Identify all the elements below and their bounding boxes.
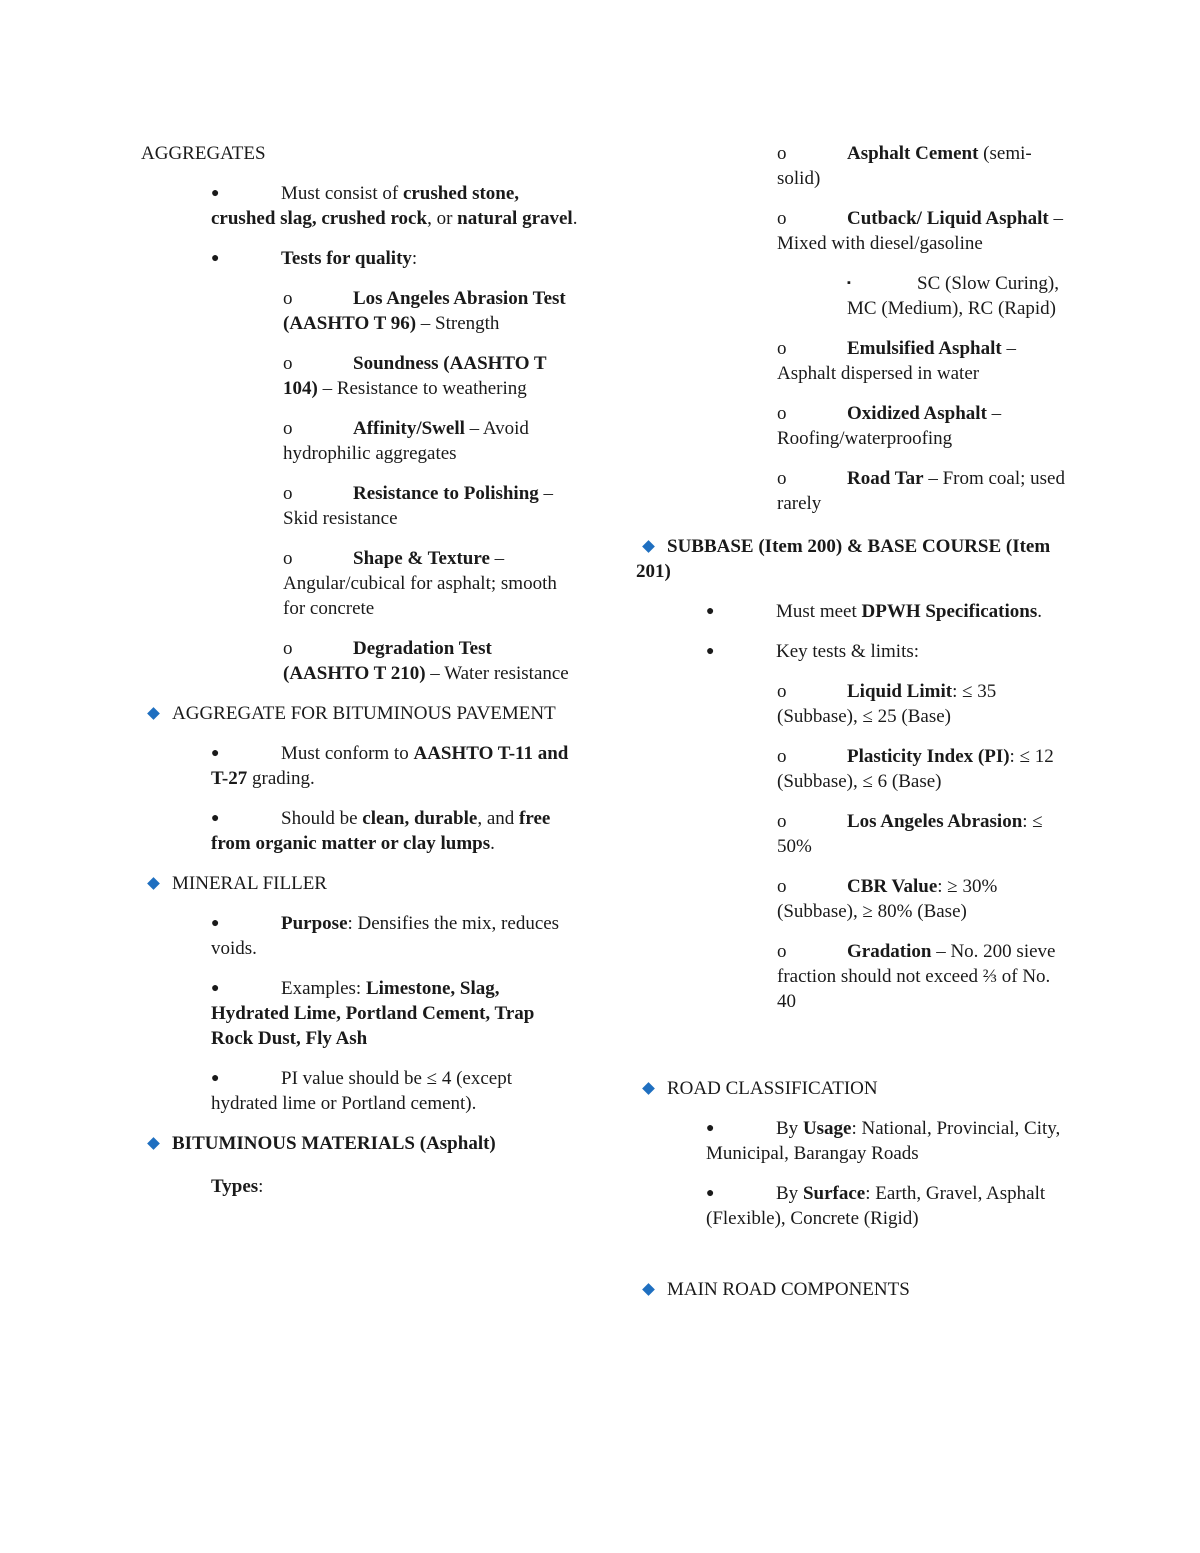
bullet-icon: ● bbox=[211, 1071, 220, 1086]
bullet-icon: ● bbox=[211, 981, 220, 996]
heading-road-classification: ROAD CLASSIFICATION bbox=[636, 1076, 1066, 1101]
list-item: ● Must consist of crushed stone, crushed slag, crushed rock, or natural gravel. bbox=[211, 183, 578, 229]
bullet-icon: ● bbox=[211, 186, 220, 201]
list-item: o Degradation Test (AASHTO T 210) – Water resistance bbox=[283, 638, 569, 684]
bullet-icon: ● bbox=[706, 604, 715, 619]
bullet-icon: ● bbox=[706, 644, 715, 659]
circle-bullet-icon: o bbox=[777, 468, 787, 489]
types-label: Types: bbox=[211, 1176, 264, 1197]
list-item: o Shape & Texture – Angular/cubical for asphalt; smooth for concrete bbox=[283, 548, 557, 619]
circle-bullet-icon: o bbox=[283, 548, 293, 569]
diamond-bullet-icon bbox=[147, 877, 160, 890]
circle-bullet-icon: o bbox=[283, 288, 293, 309]
list-item: o Los Angeles Abrasion: ≤ 50% bbox=[777, 811, 1043, 857]
list-item: ● Should be clean, durable, and free from organic matter or clay lumps. bbox=[211, 808, 551, 854]
circle-bullet-icon: o bbox=[777, 681, 787, 702]
bullet-icon: ● bbox=[211, 251, 220, 266]
heading-bituminous-materials: BITUMINOUS MATERIALS (Asphalt) bbox=[141, 1131, 581, 1156]
square-bullet-icon: ▪ bbox=[847, 277, 851, 289]
bullet-icon: ● bbox=[706, 1186, 715, 1201]
circle-bullet-icon: o bbox=[777, 746, 787, 767]
list-item: o Los Angeles Abrasion Test (AASHTO T 96) – Strength bbox=[283, 288, 566, 334]
list-item: ● PI value should be ≤ 4 (except hydrated lime or Portland cement). bbox=[211, 1068, 512, 1114]
list-item: o Plasticity Index (PI): ≤ 12 (Subbase), ≤ 6 (Base) bbox=[777, 746, 1054, 792]
bullet-icon: ● bbox=[211, 811, 220, 826]
circle-bullet-icon: o bbox=[777, 338, 787, 359]
circle-bullet-icon: o bbox=[283, 418, 293, 439]
list-item: ▪ SC (Slow Curing), MC (Medium), RC (Rapid) bbox=[847, 273, 1059, 319]
list-item: o Road Tar – From coal; used rarely bbox=[777, 468, 1065, 514]
circle-bullet-icon: o bbox=[777, 876, 787, 897]
circle-bullet-icon: o bbox=[777, 403, 787, 424]
heading-aggregates: AGGREGATES bbox=[141, 143, 266, 164]
bullet-icon: ● bbox=[706, 1121, 715, 1136]
list-item: o CBR Value: ≥ 30% (Subbase), ≥ 80% (Base) bbox=[777, 876, 998, 922]
bullet-icon: ● bbox=[211, 746, 220, 761]
diamond-bullet-icon bbox=[147, 1137, 160, 1150]
list-item: o Emulsified Asphalt – Asphalt dispersed in water bbox=[777, 338, 1016, 384]
list-item: ● Examples: Limestone, Slag, Hydrated Lime, Portland Cement, Trap Rock Dust, Fly Ash bbox=[211, 978, 535, 1049]
circle-bullet-icon: o bbox=[777, 208, 787, 229]
heading-subbase: SUBBASE (Item 200) & BASE COURSE (Item 201) bbox=[636, 536, 1051, 582]
list-item: ● Must meet DPWH Specifications. bbox=[706, 601, 1042, 622]
circle-bullet-icon: o bbox=[777, 143, 787, 164]
list-item: o Affinity/Swell – Avoid hydrophilic aggregates bbox=[283, 418, 529, 464]
list-item: o Oxidized Asphalt – Roofing/waterproofing bbox=[777, 403, 1002, 449]
diamond-bullet-icon bbox=[642, 540, 655, 553]
list-item: ● Purpose: Densifies the mix, reduces voids. bbox=[211, 913, 560, 959]
circle-bullet-icon: o bbox=[777, 811, 787, 832]
list-item: ● By Usage: National, Provincial, City, Municipal, Barangay Roads bbox=[706, 1118, 1061, 1164]
list-item: o Asphalt Cement (semi-solid) bbox=[777, 143, 1032, 189]
list-item: ● By Surface: Earth, Gravel, Asphalt (Flexible), Concrete (Rigid) bbox=[706, 1183, 1046, 1229]
circle-bullet-icon: o bbox=[283, 353, 293, 374]
list-item: o Liquid Limit: ≤ 35 (Subbase), ≤ 25 (Base) bbox=[777, 681, 997, 727]
diamond-bullet-icon bbox=[642, 1283, 655, 1296]
right-column bbox=[636, 141, 1066, 1302]
heading-main-road-components: MAIN ROAD COMPONENTS bbox=[636, 1277, 1066, 1302]
list-item: ● Key tests & limits: bbox=[706, 641, 920, 662]
diamond-bullet-icon bbox=[642, 1082, 655, 1095]
list-item: ● Must conform to AASHTO T-11 and T-27 grading. bbox=[211, 743, 569, 789]
bullet-icon: ● bbox=[211, 916, 220, 931]
circle-bullet-icon: o bbox=[777, 941, 787, 962]
diamond-bullet-icon bbox=[147, 707, 160, 720]
circle-bullet-icon: o bbox=[283, 483, 293, 504]
heading-mineral-filler: MINERAL FILLER bbox=[141, 871, 581, 896]
list-item: o Soundness (AASHTO T 104) – Resistance to weathering bbox=[283, 353, 547, 399]
left-column bbox=[141, 141, 581, 1199]
list-item: o Resistance to Polishing – Skid resistance bbox=[283, 483, 554, 529]
list-item: o Gradation – No. 200 sieve fraction should not exceed ⅔ of No. 40 bbox=[777, 941, 1056, 1012]
list-item: ● Tests for quality: bbox=[211, 248, 418, 269]
heading-bituminous-pavement: AGGREGATE FOR BITUMINOUS PAVEMENT bbox=[141, 701, 581, 726]
circle-bullet-icon: o bbox=[283, 638, 293, 659]
list-item: o Cutback/ Liquid Asphalt – Mixed with diesel/gasoline bbox=[777, 208, 1063, 254]
